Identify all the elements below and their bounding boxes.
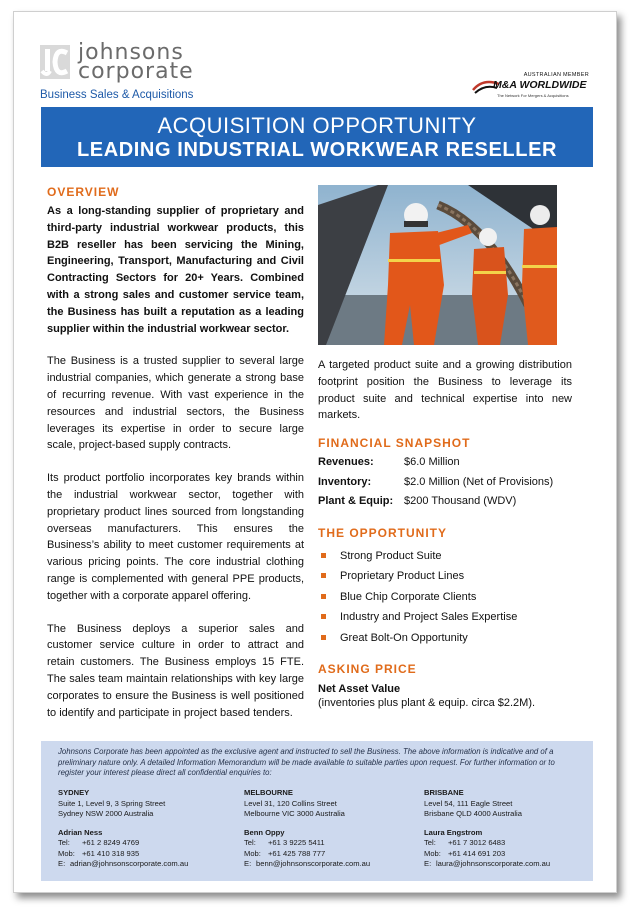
logo-word-johnsons: johnsons — [78, 40, 184, 65]
contact-name: Laura Engstrom — [424, 827, 483, 837]
financial-value: $6.0 Million — [404, 456, 460, 469]
bullet-square-icon — [321, 594, 326, 599]
office-address-line2: Sydney NSW 2000 Australia — [58, 809, 154, 818]
list-item — [318, 546, 572, 567]
overview-paragraph-1: As a long-standing supplier of proprietary and third-party industrial workwear products, this B2B reseller has been servicing the Mining, Engineering, Transport, Manufacturing and Civil Contracting Sectors for 20+ Years. Combined with a strong sales and customer service team, the Business has built a reputation as a leading supplier within the industrial workwear sector. — [47, 205, 304, 335]
mob-label: Mob: — [244, 848, 261, 858]
mna-worldwide-badge — [471, 72, 595, 108]
list-item — [318, 628, 572, 649]
tel-link[interactable]: +61 2 8249 4769 — [82, 838, 140, 847]
office-city: MELBOURNE — [244, 788, 293, 797]
email-link[interactable]: adrian@johnsonscorporate.com.au — [70, 859, 189, 868]
office-address-line1: Suite 1, Level 9, 3 Spring Street — [58, 798, 166, 808]
tel-link[interactable]: +61 7 3012 6483 — [448, 838, 506, 847]
office-address-line1: Level 31, 120 Collins Street — [244, 798, 337, 808]
opportunity-heading: THE OPPORTUNITY — [318, 525, 448, 540]
member-subtitle: The Network For Mergers & Acquisitions — [497, 93, 569, 98]
mob-label: Mob: — [424, 848, 441, 858]
overview-column — [47, 185, 304, 737]
asking-price-heading: ASKING PRICE — [318, 662, 417, 677]
workers-photo — [318, 185, 557, 345]
financial-label: Inventory: — [318, 475, 372, 488]
financial-row — [318, 473, 572, 493]
financial-label: Plant & Equip: — [318, 495, 394, 508]
contact-name: Adrian Ness — [58, 827, 103, 837]
bullet-square-icon — [321, 614, 326, 619]
financial-value: $2.0 Million (Net of Provisions) — [404, 475, 554, 488]
list-item — [318, 587, 572, 608]
financial-snapshot-heading: FINANCIAL SNAPSHOT — [318, 436, 471, 451]
bullet-square-icon — [321, 635, 326, 640]
asking-price-value: (inventories plus plant & equip. circa $2.2M). — [318, 697, 536, 710]
asking-price-label: Net Asset Value — [318, 683, 401, 696]
tel-label: Tel: — [424, 838, 436, 847]
list-item — [318, 607, 572, 628]
jc-monogram-icon — [40, 45, 70, 79]
opportunity-text: Industry and Project Sales Expertise — [340, 611, 518, 624]
financial-row — [318, 492, 572, 512]
opportunity-text: Blue Chip Corporate Clients — [340, 590, 477, 603]
overview-paragraph-3: Its product portfolio incorporates key brands within the industrial workwear sector, together with proprietary product lines sourced from longstanding overseas manufacturers. This ensures the Business’s ability to meet customer requirements at various pricing points. The core industrial clothing range is complemented with general PPE products, together with a corporate apparel offering. — [47, 472, 304, 602]
email-label: E: — [424, 859, 432, 868]
financial-label: Revenues: — [318, 456, 374, 469]
bullet-square-icon — [321, 553, 326, 558]
email-label: E: — [244, 859, 252, 868]
contact-footer — [41, 741, 593, 881]
mob-link[interactable]: +61 425 788 777 — [268, 848, 326, 858]
opportunity-list — [318, 546, 572, 649]
mob-label: Mob: — [58, 848, 75, 858]
tel-label: Tel: — [58, 838, 70, 847]
financial-row — [318, 453, 572, 473]
banner-subtitle: LEADING INDUSTRIAL WORKWEAR RESELLER — [76, 139, 558, 161]
financial-table — [318, 453, 572, 512]
johnsons-corporate-logo — [40, 40, 220, 107]
financial-value: $200 Thousand (WDV) — [404, 495, 517, 508]
office-address-line1: Level 54, 111 Eagle Street — [424, 798, 513, 808]
tel-link[interactable]: +61 3 9225 5411 — [268, 838, 325, 847]
contact-name: Benn Oppy — [244, 827, 285, 837]
opportunity-text: Strong Product Suite — [340, 549, 442, 562]
bullet-square-icon — [321, 573, 326, 578]
office-address-line2: Brisbane QLD 4000 Australia — [424, 809, 522, 818]
office-sydney — [58, 788, 238, 870]
details-column — [318, 357, 572, 710]
overview-paragraph-2: The Business is a trusted supplier to several large industrial companies, which generate a strong base of recurring revenue. With vast experience in the resources and industrial sectors, the Business leverages its expertise in order to secure large scale, project-based supply contracts. — [47, 355, 304, 452]
member-name: M&A WORLDWIDE — [493, 79, 587, 91]
disclaimer-text: Johnsons Corporate has been appointed as the exclusive agent and instructed to sell the Business. The above information is indicative and of a preliminary nature only. A detailed Information Memorandum will be made available to suitable parties upon request. For further information or to register your interest please direct all confidential enquiries to: — [58, 747, 555, 777]
intro-paragraph: A targeted product suite and a growing distribution footprint position the Business to leverage its product suite and technical expertise into new markets. — [318, 359, 572, 422]
opportunity-text: Proprietary Product Lines — [340, 570, 465, 583]
mob-link[interactable]: +61 410 318 935 — [82, 848, 140, 858]
email-label: E: — [58, 859, 66, 868]
list-item — [318, 566, 572, 587]
mob-link[interactable]: +61 414 691 203 — [448, 848, 506, 858]
flyer-page — [13, 11, 617, 893]
opportunity-text: Great Bolt-On Opportunity — [340, 631, 468, 644]
tel-label: Tel: — [244, 838, 256, 847]
email-link[interactable]: benn@johnsonscorporate.com.au — [256, 859, 371, 868]
title-banner — [41, 107, 593, 167]
office-city: BRISBANE — [424, 788, 464, 797]
overview-heading: OVERVIEW — [47, 185, 120, 199]
banner-title: ACQUISITION OPPORTUNITY — [157, 113, 477, 138]
logo-word-corporate: corporate — [78, 59, 194, 84]
email-link[interactable]: laura@johnsonscorporate.com.au — [436, 859, 551, 868]
industrial-workers-illustration — [318, 185, 557, 345]
member-label: AUSTRALIAN MEMBER — [523, 72, 589, 78]
office-melbourne — [244, 788, 424, 870]
office-city: SYDNEY — [58, 788, 90, 797]
logo-tagline: Business Sales & Acquisitions — [40, 89, 194, 101]
overview-paragraph-4: The Business deploys a superior sales and customer service culture in order to attract and retain customers. The Business employs 15 FTE. The sales team maintain relationships with key large corporates to ensure the Business is well positioned to identify and participate in project based tenders. — [47, 622, 304, 719]
office-address-line2: Melbourne VIC 3000 Australia — [244, 809, 345, 818]
office-brisbane — [424, 788, 604, 870]
